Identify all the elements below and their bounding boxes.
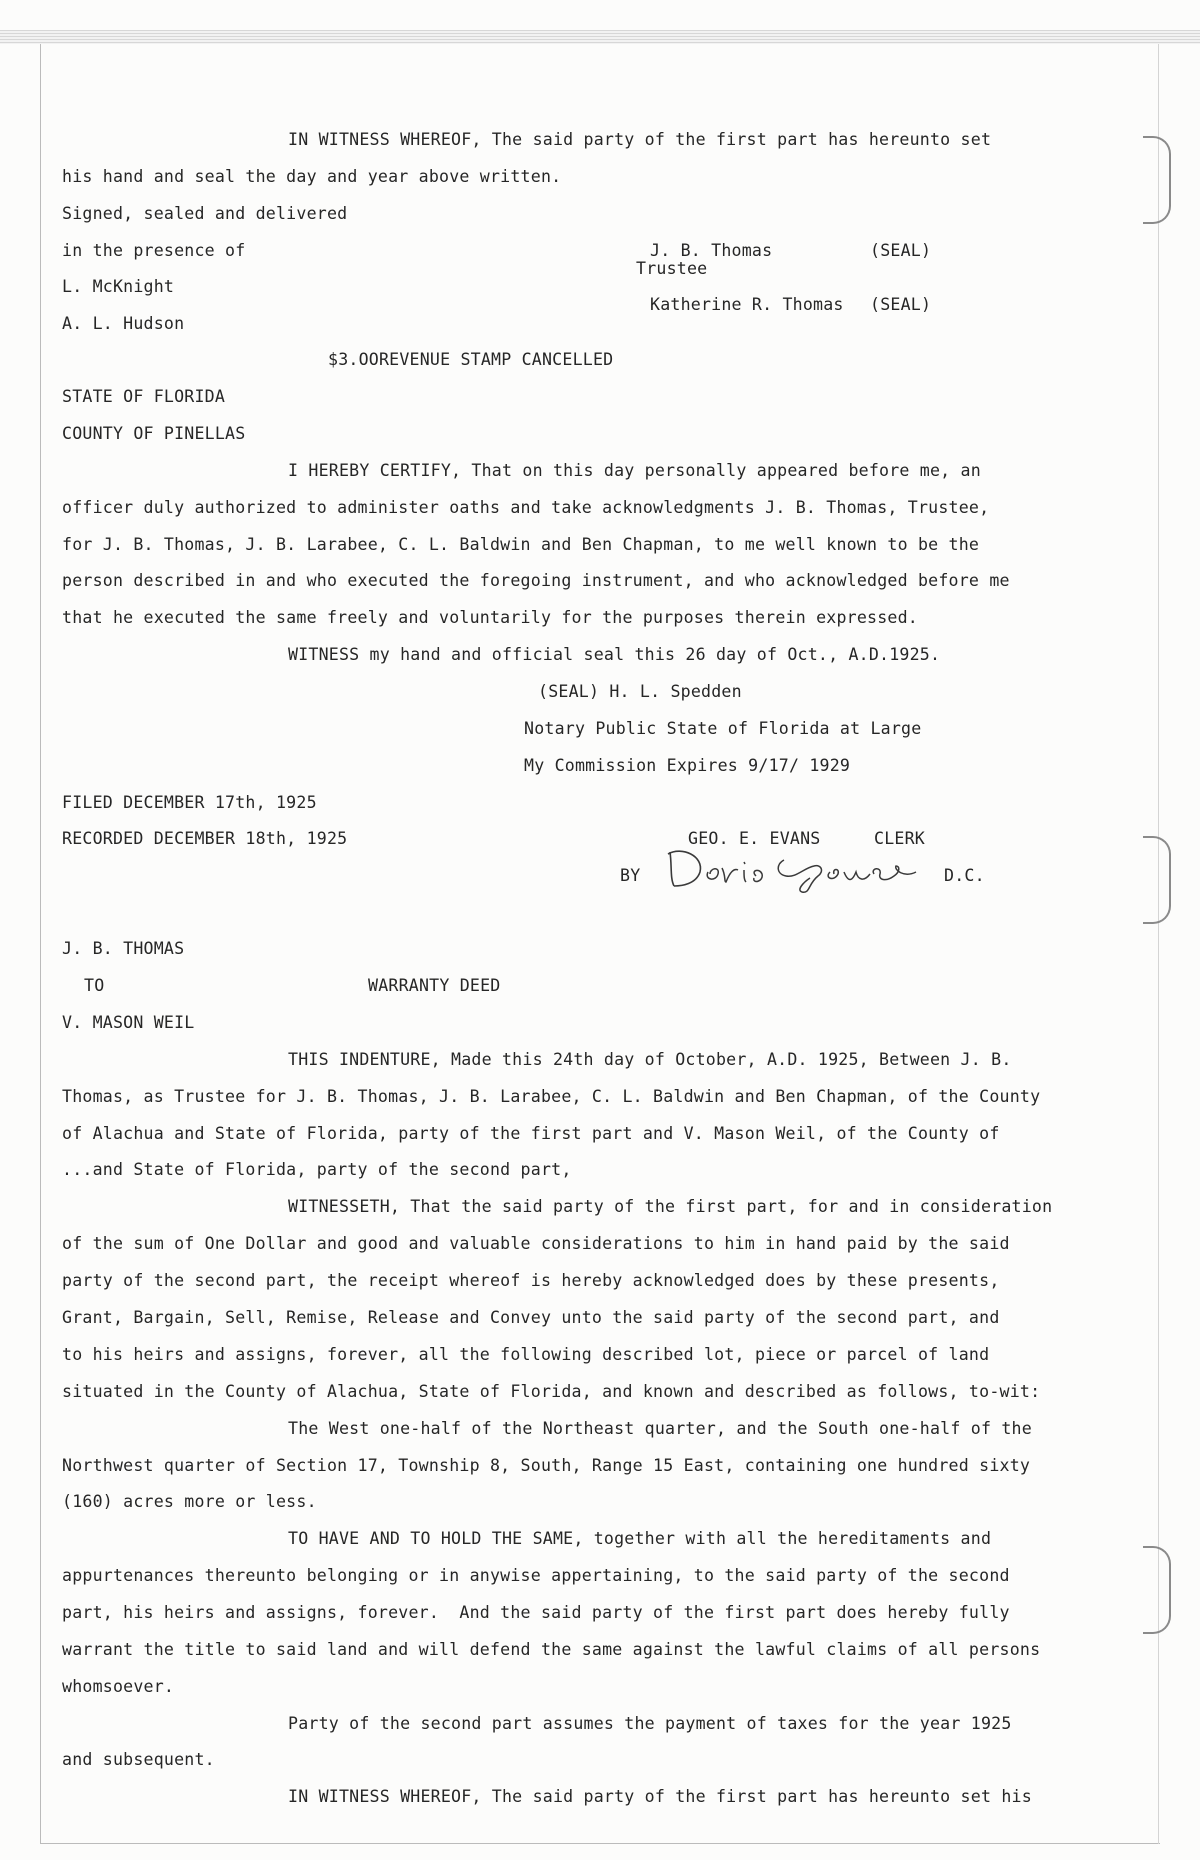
document-type: WARRANTY DEED bbox=[368, 976, 501, 995]
ack-text-line: for J. B. Thomas, J. B. Larabee, C. L. Baldwin and Ben Chapman, to me well known to be the bbox=[62, 535, 980, 554]
punch-hole-mark bbox=[1143, 1546, 1171, 1634]
witness-name: A. L. Hudson bbox=[62, 314, 185, 333]
presence-line: in the presence of bbox=[62, 241, 246, 260]
deputy-clerk-signature bbox=[664, 842, 924, 898]
left-margin-line bbox=[40, 44, 41, 1844]
handwritten-signature bbox=[664, 842, 924, 894]
recorded-date: RECORDED DECEMBER 18th, 1925 bbox=[62, 829, 348, 848]
deed-text-line: Grant, Bargain, Sell, Remise, Release and Convey unto the said party of the second part, and bbox=[62, 1308, 1000, 1327]
ack-county: COUNTY OF PINELLAS bbox=[62, 424, 246, 443]
ack-text-line: that he executed the same freely and voluntarily for the purposes therein expressed. bbox=[62, 608, 918, 627]
witness-clause-line: IN WITNESS WHEREOF, The said party of the first part has hereunto set bbox=[288, 130, 992, 149]
deed-text-line: THIS INDENTURE, Made this 24th day of October, A.D. 1925, Between J. B. bbox=[288, 1050, 1012, 1069]
revenue-stamp-note: $3.OOREVENUE STAMP CANCELLED bbox=[328, 350, 614, 369]
grantor-name: J. B. THOMAS bbox=[62, 939, 185, 958]
closing-witness-line: IN WITNESS WHEREOF, The said party of the first part has hereunto set his bbox=[288, 1787, 1032, 1806]
deed-text-line: party of the second part, the receipt whereof is hereby acknowledged does by these presents, bbox=[62, 1271, 1000, 1290]
ack-witness-line: WITNESS my hand and official seal this 26 day of Oct., A.D.1925. bbox=[288, 645, 941, 664]
bottom-margin-line bbox=[40, 1843, 1160, 1844]
by-label: BY bbox=[620, 866, 641, 885]
ack-text-line: I HEREBY CERTIFY, That on this day personally appeared before me, an bbox=[288, 461, 981, 480]
deed-text-line: of the sum of One Dollar and good and valuable considerations to him in hand paid by the said bbox=[62, 1234, 1010, 1253]
signatory-title: Trustee bbox=[636, 259, 708, 278]
ack-text-line: officer duly authorized to administer oaths and take acknowledgments J. B. Thomas, Trustee, bbox=[62, 498, 990, 517]
taxes-line: and subsequent. bbox=[62, 1750, 215, 1769]
witness-name: L. McKnight bbox=[62, 277, 175, 296]
land-description-line: The West one-half of the Northeast quarter, and the South one-half of the bbox=[288, 1419, 1032, 1438]
deed-text-line: ...and State of Florida, party of the second part, bbox=[62, 1160, 572, 1179]
clerk-title: CLERK bbox=[874, 829, 925, 848]
deed-text-line: WITNESSETH, That the said party of the first part, for and in consideration bbox=[288, 1197, 1053, 1216]
land-description-line: (160) acres more or less. bbox=[62, 1492, 317, 1511]
filed-date: FILED DECEMBER 17th, 1925 bbox=[62, 793, 317, 812]
habendum-line: whomsoever. bbox=[62, 1677, 175, 1696]
notary-commission: My Commission Expires 9/17/ 1929 bbox=[524, 756, 851, 775]
notary-signature-line: (SEAL) H. L. Spedden bbox=[538, 682, 742, 701]
seal-mark: (SEAL) bbox=[870, 295, 932, 314]
clerk-name: GEO. E. EVANS bbox=[688, 829, 821, 848]
ack-text-line: person described in and who executed the foregoing instrument, and who acknowledged before me bbox=[62, 571, 1010, 590]
habendum-line: appurtenances thereunto belonging or in anywise appertaining, to the said party of the second bbox=[62, 1566, 1010, 1585]
signed-sealed-line: Signed, sealed and delivered bbox=[62, 204, 348, 223]
punch-hole-mark bbox=[1143, 836, 1171, 924]
taxes-line: Party of the second part assumes the payment of taxes for the year 1925 bbox=[288, 1714, 1012, 1733]
habendum-line: part, his heirs and assigns, forever. And the said party of the first part does hereby fully bbox=[62, 1603, 1010, 1622]
seal-mark: (SEAL) bbox=[870, 241, 932, 260]
punch-hole-mark bbox=[1143, 136, 1171, 224]
signatory-name: J. B. Thomas bbox=[650, 241, 773, 260]
notary-title: Notary Public State of Florida at Large bbox=[524, 719, 922, 738]
to-label: TO bbox=[84, 976, 105, 995]
deed-text-line: of Alachua and State of Florida, party of the first part and V. Mason Weil, of the County of bbox=[62, 1124, 1000, 1143]
witness-clause-line: his hand and seal the day and year above written. bbox=[62, 167, 562, 186]
scan-top-border bbox=[0, 30, 1200, 44]
habendum-line: TO HAVE AND TO HOLD THE SAME, together with all the hereditaments and bbox=[288, 1529, 992, 1548]
deputy-clerk-label: D.C. bbox=[944, 866, 985, 885]
deed-text-line: Thomas, as Trustee for J. B. Thomas, J. B. Larabee, C. L. Baldwin and Ben Chapman, of the County bbox=[62, 1087, 1041, 1106]
signatory-name: Katherine R. Thomas bbox=[650, 295, 844, 314]
deed-text-line: to his heirs and assigns, forever, all the following described lot, piece or parcel of land bbox=[62, 1345, 990, 1364]
land-description-line: Northwest quarter of Section 17, Township 8, South, Range 15 East, containing one hundred sixty bbox=[62, 1456, 1031, 1475]
habendum-line: warrant the title to said land and will defend the same against the lawful claims of all persons bbox=[62, 1640, 1041, 1659]
grantee-name: V. MASON WEIL bbox=[62, 1013, 195, 1032]
deed-text-line: situated in the County of Alachua, State of Florida, and known and described as follows, to-wit: bbox=[62, 1382, 1041, 1401]
ack-state: STATE OF FLORIDA bbox=[62, 387, 226, 406]
